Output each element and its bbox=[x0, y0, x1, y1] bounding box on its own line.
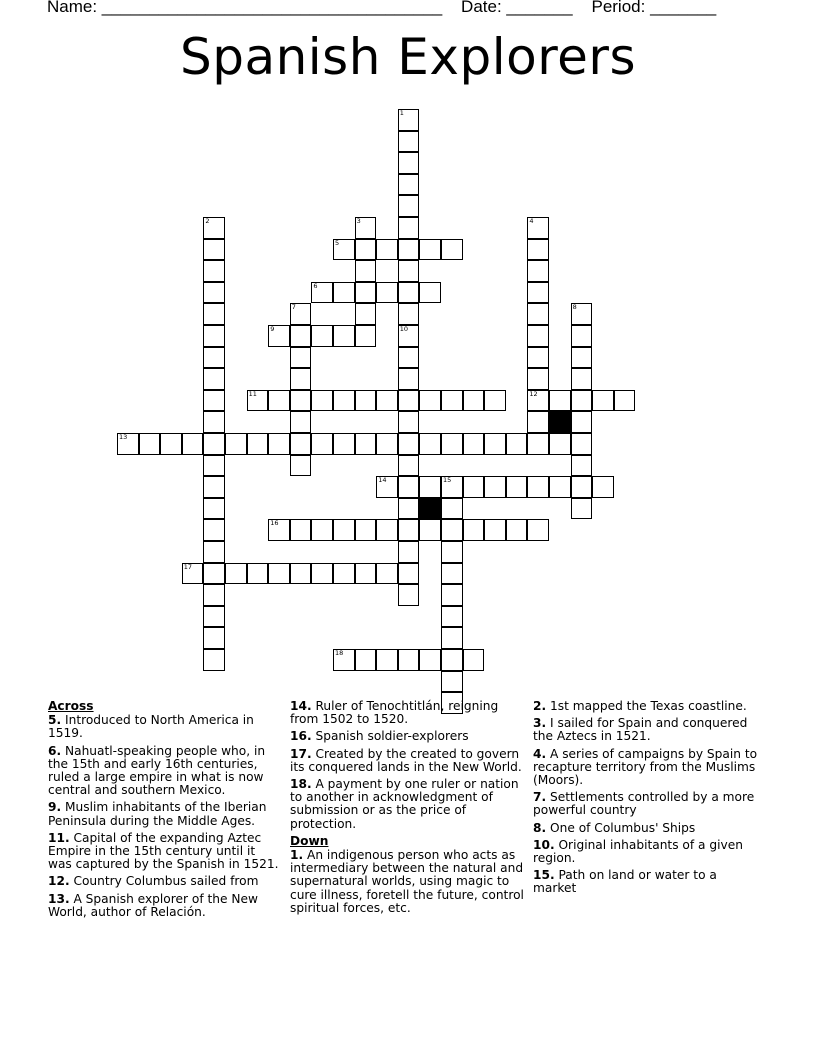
grid-cell[interactable] bbox=[571, 411, 593, 433]
grid-cell[interactable] bbox=[484, 390, 506, 412]
grid-cell[interactable] bbox=[203, 217, 225, 239]
grid-cell[interactable] bbox=[419, 476, 441, 498]
grid-cell[interactable] bbox=[182, 433, 204, 455]
grid-cell[interactable] bbox=[333, 519, 355, 541]
clues-column-1 bbox=[48, 700, 280, 923]
grid-cell[interactable] bbox=[225, 563, 247, 585]
cell-number: 3 bbox=[356, 217, 361, 225]
grid-cell[interactable] bbox=[203, 584, 225, 606]
cell-number: 17 bbox=[183, 562, 193, 571]
grid-cell[interactable] bbox=[203, 347, 225, 369]
clue-text: Path on land or water to a market bbox=[533, 868, 717, 896]
grid-cell[interactable] bbox=[527, 347, 549, 369]
grid-cell[interactable] bbox=[398, 174, 420, 196]
grid-cell[interactable] bbox=[203, 627, 225, 649]
grid-cell[interactable] bbox=[247, 563, 269, 585]
grid-cell[interactable] bbox=[527, 239, 549, 261]
clue-text: Created by the created to govern its conquered lands in the New World. bbox=[290, 746, 522, 774]
grid-cell[interactable] bbox=[592, 476, 614, 498]
grid-cell[interactable] bbox=[527, 217, 549, 239]
clue-number: 2. bbox=[533, 699, 547, 713]
grid-cell[interactable] bbox=[549, 433, 571, 455]
clue-number: 10. bbox=[533, 837, 555, 852]
grid-cell[interactable] bbox=[398, 433, 420, 455]
grid-cell[interactable] bbox=[268, 563, 290, 585]
clue-text: A Spanish explorer of the New World, author of Relación. bbox=[48, 891, 258, 919]
clue-number: 13. bbox=[48, 891, 70, 906]
grid-cell[interactable] bbox=[571, 433, 593, 455]
grid-cell[interactable] bbox=[614, 390, 636, 412]
grid-cell[interactable] bbox=[247, 390, 269, 412]
grid-cell[interactable] bbox=[398, 347, 420, 369]
clue-item bbox=[290, 748, 525, 774]
grid-cell[interactable] bbox=[571, 498, 593, 520]
grid-cell[interactable] bbox=[398, 282, 420, 304]
cell-number: 14 bbox=[378, 476, 387, 485]
clue-number: 5. bbox=[48, 713, 62, 728]
grid-cell[interactable] bbox=[203, 368, 225, 390]
grid-cell[interactable] bbox=[311, 390, 333, 412]
clue-number: 1. bbox=[290, 848, 304, 863]
clue-item bbox=[48, 714, 280, 740]
clue-number: 4. bbox=[533, 746, 547, 761]
grid-cell[interactable] bbox=[398, 325, 420, 347]
grid-cell[interactable] bbox=[290, 303, 312, 325]
grid-cell[interactable] bbox=[268, 325, 290, 347]
grid-cell[interactable] bbox=[398, 152, 420, 174]
clue-item bbox=[533, 839, 763, 865]
grid-cell[interactable] bbox=[571, 476, 593, 498]
down-clue-list bbox=[290, 849, 525, 915]
clue-number: 15. bbox=[533, 868, 555, 883]
clue-number: 14. bbox=[290, 699, 312, 713]
clue-item bbox=[533, 717, 763, 743]
grid-cell[interactable] bbox=[398, 519, 420, 541]
cell-number: 1 bbox=[399, 109, 404, 117]
grid-cell[interactable] bbox=[182, 563, 204, 585]
grid-cell[interactable] bbox=[527, 303, 549, 325]
clue-number: 3. bbox=[533, 716, 547, 731]
grid-cell[interactable] bbox=[398, 476, 420, 498]
grid-cell[interactable] bbox=[268, 433, 290, 455]
page-title: Spanish Explorers bbox=[179, 28, 637, 86]
clue-text: Nahuatl-speaking people who, in the 15th and early 16th centuries, ruled a large empire in what is now central and southern Mexico. bbox=[48, 743, 266, 798]
grid-cell[interactable] bbox=[484, 519, 506, 541]
grid-cell[interactable] bbox=[441, 606, 463, 628]
name-date-period-line: Name: ____________________________________ Date: _______ Period: _______ bbox=[47, 0, 717, 16]
grid-cell[interactable] bbox=[290, 368, 312, 390]
grid-cell[interactable] bbox=[549, 390, 571, 412]
grid-cell[interactable] bbox=[398, 239, 420, 261]
grid-cell[interactable] bbox=[376, 563, 398, 585]
grid-cell[interactable] bbox=[441, 433, 463, 455]
cell-number: 16 bbox=[270, 519, 279, 528]
grid-cell[interactable] bbox=[592, 390, 614, 412]
grid-cell[interactable] bbox=[441, 476, 463, 498]
grid-cell[interactable] bbox=[398, 109, 420, 131]
clue-number: 11. bbox=[48, 830, 70, 845]
grid-cell[interactable] bbox=[398, 260, 420, 282]
grid-cell[interactable] bbox=[398, 195, 420, 217]
grid-cell[interactable] bbox=[333, 433, 355, 455]
clue-text: A payment by one ruler or nation to another in acknowledgment of submission or as the price of protection. bbox=[290, 777, 519, 831]
black-square bbox=[549, 411, 571, 433]
grid-cell[interactable] bbox=[376, 390, 398, 412]
grid-cell[interactable] bbox=[333, 563, 355, 585]
clue-item bbox=[290, 730, 525, 743]
clue-item bbox=[48, 832, 280, 872]
grid-cell[interactable] bbox=[355, 649, 377, 671]
clue-item bbox=[533, 822, 763, 835]
grid-cell[interactable] bbox=[441, 627, 463, 649]
grid-cell[interactable] bbox=[290, 411, 312, 433]
grid-cell[interactable] bbox=[571, 303, 593, 325]
clues-column-2 bbox=[290, 700, 525, 919]
clue-item bbox=[533, 748, 763, 788]
grid-cell[interactable] bbox=[398, 584, 420, 606]
clue-text: One of Columbus' Ships bbox=[546, 820, 696, 835]
clue-item bbox=[533, 700, 763, 713]
clue-text: Spanish soldier-explorers bbox=[311, 729, 469, 744]
grid-cell[interactable] bbox=[441, 541, 463, 563]
grid-cell[interactable] bbox=[441, 239, 463, 261]
clue-number: 12. bbox=[48, 874, 70, 889]
clue-number: 6. bbox=[48, 743, 62, 758]
grid-cell[interactable] bbox=[441, 390, 463, 412]
black-square bbox=[419, 498, 441, 520]
grid-cell[interactable] bbox=[290, 433, 312, 455]
clue-item bbox=[290, 778, 525, 831]
grid-cell[interactable] bbox=[290, 325, 312, 347]
grid-cell[interactable] bbox=[290, 519, 312, 541]
grid-cell[interactable] bbox=[203, 519, 225, 541]
clue-item bbox=[48, 801, 280, 827]
grid-cell[interactable] bbox=[355, 217, 377, 239]
clues-column-3 bbox=[533, 700, 763, 900]
grid-cell[interactable] bbox=[484, 476, 506, 498]
grid-cell[interactable] bbox=[527, 282, 549, 304]
clue-item bbox=[533, 869, 763, 895]
grid-cell[interactable] bbox=[398, 498, 420, 520]
grid-cell[interactable] bbox=[268, 519, 290, 541]
clue-number: 9. bbox=[48, 800, 62, 815]
grid-cell[interactable] bbox=[398, 303, 420, 325]
grid-cell[interactable] bbox=[203, 541, 225, 563]
grid-cell[interactable] bbox=[160, 433, 182, 455]
grid-cell[interactable] bbox=[203, 649, 225, 671]
grid-cell[interactable] bbox=[441, 563, 463, 585]
grid-cell[interactable] bbox=[203, 498, 225, 520]
clue-number: 18. bbox=[290, 777, 312, 792]
across-clue-list bbox=[48, 714, 280, 919]
grid-cell[interactable] bbox=[441, 649, 463, 671]
clue-text: 1st mapped the Texas coastline. bbox=[546, 699, 747, 713]
grid-cell[interactable] bbox=[527, 476, 549, 498]
grid-cell[interactable] bbox=[441, 671, 463, 693]
grid-cell[interactable] bbox=[225, 433, 247, 455]
grid-cell[interactable] bbox=[527, 433, 549, 455]
grid-cell[interactable] bbox=[527, 519, 549, 541]
grid-cell[interactable] bbox=[290, 347, 312, 369]
clue-number: 7. bbox=[533, 790, 547, 805]
grid-cell[interactable] bbox=[571, 390, 593, 412]
grid-cell[interactable] bbox=[527, 260, 549, 282]
grid-cell[interactable] bbox=[398, 390, 420, 412]
cell-number: 7 bbox=[291, 303, 296, 312]
grid-cell[interactable] bbox=[355, 303, 377, 325]
grid-cell[interactable] bbox=[463, 519, 485, 541]
grid-cell[interactable] bbox=[203, 606, 225, 628]
cell-number: 8 bbox=[572, 303, 577, 312]
grid-cell[interactable] bbox=[355, 282, 377, 304]
grid-cell[interactable] bbox=[571, 325, 593, 347]
grid-cell[interactable] bbox=[203, 476, 225, 498]
grid-cell[interactable] bbox=[333, 325, 355, 347]
grid-cell[interactable] bbox=[333, 390, 355, 412]
grid-cell[interactable] bbox=[398, 649, 420, 671]
grid-cell[interactable] bbox=[355, 239, 377, 261]
grid-cell[interactable] bbox=[419, 649, 441, 671]
grid-cell[interactable] bbox=[376, 282, 398, 304]
clue-text: Introduced to North America in 1519. bbox=[48, 713, 254, 741]
grid-cell[interactable] bbox=[398, 217, 420, 239]
clue-text: Original inhabitants of a given region. bbox=[533, 837, 743, 866]
grid-cell[interactable] bbox=[376, 649, 398, 671]
clue-text: Country Columbus sailed from bbox=[69, 874, 259, 889]
clue-text: A series of campaigns by Spain to recapture territory from the Muslims (Moors). bbox=[533, 746, 758, 788]
grid-cell[interactable] bbox=[506, 519, 528, 541]
grid-cell[interactable] bbox=[290, 390, 312, 412]
grid-cell[interactable] bbox=[398, 541, 420, 563]
across-heading: Across bbox=[48, 699, 94, 713]
grid-cell[interactable] bbox=[527, 325, 549, 347]
grid-cell[interactable] bbox=[376, 239, 398, 261]
grid-cell[interactable] bbox=[203, 390, 225, 412]
grid-cell[interactable] bbox=[376, 476, 398, 498]
grid-cell[interactable] bbox=[311, 433, 333, 455]
cell-number: 5 bbox=[335, 238, 340, 247]
cell-number: 11 bbox=[248, 389, 257, 398]
grid-cell[interactable] bbox=[290, 455, 312, 477]
grid-cell[interactable] bbox=[311, 563, 333, 585]
grid-cell[interactable] bbox=[311, 519, 333, 541]
cell-number: 6 bbox=[313, 281, 318, 290]
grid-cell[interactable] bbox=[571, 347, 593, 369]
grid-cell[interactable] bbox=[203, 563, 225, 585]
grid-cell[interactable] bbox=[441, 498, 463, 520]
grid-cell[interactable] bbox=[203, 260, 225, 282]
grid-cell[interactable] bbox=[203, 455, 225, 477]
grid-cell[interactable] bbox=[398, 563, 420, 585]
cell-number: 15 bbox=[443, 476, 452, 485]
grid-cell[interactable] bbox=[506, 476, 528, 498]
clue-item bbox=[533, 791, 763, 817]
grid-cell[interactable] bbox=[506, 433, 528, 455]
grid-cell[interactable] bbox=[333, 282, 355, 304]
grid-cell[interactable] bbox=[419, 282, 441, 304]
grid-cell[interactable] bbox=[441, 519, 463, 541]
grid-cell[interactable] bbox=[355, 563, 377, 585]
grid-cell[interactable] bbox=[376, 519, 398, 541]
clue-text: Muslim inhabitants of the Iberian Peninsula during the Middle Ages. bbox=[48, 800, 267, 828]
down-heading: Down bbox=[290, 833, 329, 848]
clue-item bbox=[48, 875, 280, 888]
grid-cell[interactable] bbox=[203, 411, 225, 433]
grid-cell[interactable] bbox=[355, 433, 377, 455]
grid-cell[interactable] bbox=[463, 649, 485, 671]
across-clue-list-continued bbox=[290, 700, 525, 831]
grid-cell[interactable] bbox=[355, 519, 377, 541]
cell-number: 13 bbox=[119, 433, 128, 441]
grid-cell[interactable] bbox=[419, 239, 441, 261]
grid-cell[interactable] bbox=[484, 433, 506, 455]
grid-cell[interactable] bbox=[398, 131, 420, 153]
grid-cell[interactable] bbox=[463, 476, 485, 498]
grid-cell[interactable] bbox=[571, 368, 593, 390]
grid-cell[interactable] bbox=[527, 411, 549, 433]
grid-cell[interactable] bbox=[333, 239, 355, 261]
cell-number: 4 bbox=[529, 217, 534, 225]
clue-text: Settlements controlled by a more powerful country bbox=[533, 790, 755, 818]
grid-cell[interactable] bbox=[290, 563, 312, 585]
grid-cell[interactable] bbox=[311, 282, 333, 304]
grid-cell[interactable] bbox=[398, 455, 420, 477]
grid-cell[interactable] bbox=[355, 260, 377, 282]
grid-cell[interactable] bbox=[376, 433, 398, 455]
grid-cell[interactable] bbox=[311, 325, 333, 347]
cell-number: 18 bbox=[335, 649, 344, 657]
clue-number: 16. bbox=[290, 729, 312, 744]
cell-number: 2 bbox=[205, 217, 210, 225]
clue-number: 17. bbox=[290, 746, 312, 761]
down-clue-list-continued bbox=[533, 700, 763, 896]
cell-number: 12 bbox=[529, 389, 538, 398]
grid-cell[interactable] bbox=[419, 390, 441, 412]
grid-cell[interactable] bbox=[203, 433, 225, 455]
clue-text: Ruler of Tenochtitlán, reigning from 1502 to 1520. bbox=[290, 699, 499, 727]
grid-cell[interactable] bbox=[419, 519, 441, 541]
grid-cell[interactable] bbox=[527, 368, 549, 390]
grid-cell[interactable] bbox=[139, 433, 161, 455]
grid-cell[interactable] bbox=[203, 303, 225, 325]
grid-cell[interactable] bbox=[117, 433, 139, 455]
clue-item bbox=[290, 700, 525, 726]
clue-text: Capital of the expanding Aztec Empire in the 15th century until it was captured by the Spanish in 1521. bbox=[48, 830, 279, 872]
grid-cell[interactable] bbox=[549, 476, 571, 498]
grid-cell[interactable] bbox=[203, 282, 225, 304]
cell-number: 10 bbox=[399, 325, 409, 333]
grid-cell[interactable] bbox=[203, 239, 225, 261]
grid-cell[interactable] bbox=[268, 390, 290, 412]
grid-cell[interactable] bbox=[527, 390, 549, 412]
grid-cell[interactable] bbox=[247, 433, 269, 455]
grid-cell[interactable] bbox=[463, 390, 485, 412]
grid-cell[interactable] bbox=[398, 368, 420, 390]
grid-cell[interactable] bbox=[355, 325, 377, 347]
grid-cell[interactable] bbox=[398, 411, 420, 433]
grid-cell[interactable] bbox=[441, 584, 463, 606]
clue-item bbox=[48, 893, 280, 919]
grid-cell[interactable] bbox=[463, 433, 485, 455]
clue-number: 8. bbox=[533, 820, 547, 835]
grid-cell[interactable] bbox=[571, 455, 593, 477]
cell-number: 9 bbox=[270, 325, 275, 333]
grid-cell[interactable] bbox=[355, 390, 377, 412]
grid-cell[interactable] bbox=[333, 649, 355, 671]
clue-text: I sailed for Spain and conquered the Aztecs in 1521. bbox=[533, 716, 748, 744]
grid-cell[interactable] bbox=[419, 433, 441, 455]
clue-item bbox=[290, 849, 525, 915]
clue-item bbox=[48, 745, 280, 798]
clue-text: An indigenous person who acts as intermediary between the natural and supernatural worlds, using magic to cure illness, foretell the future, control spiritual forces, etc. bbox=[290, 848, 524, 915]
grid-cell[interactable] bbox=[203, 325, 225, 347]
